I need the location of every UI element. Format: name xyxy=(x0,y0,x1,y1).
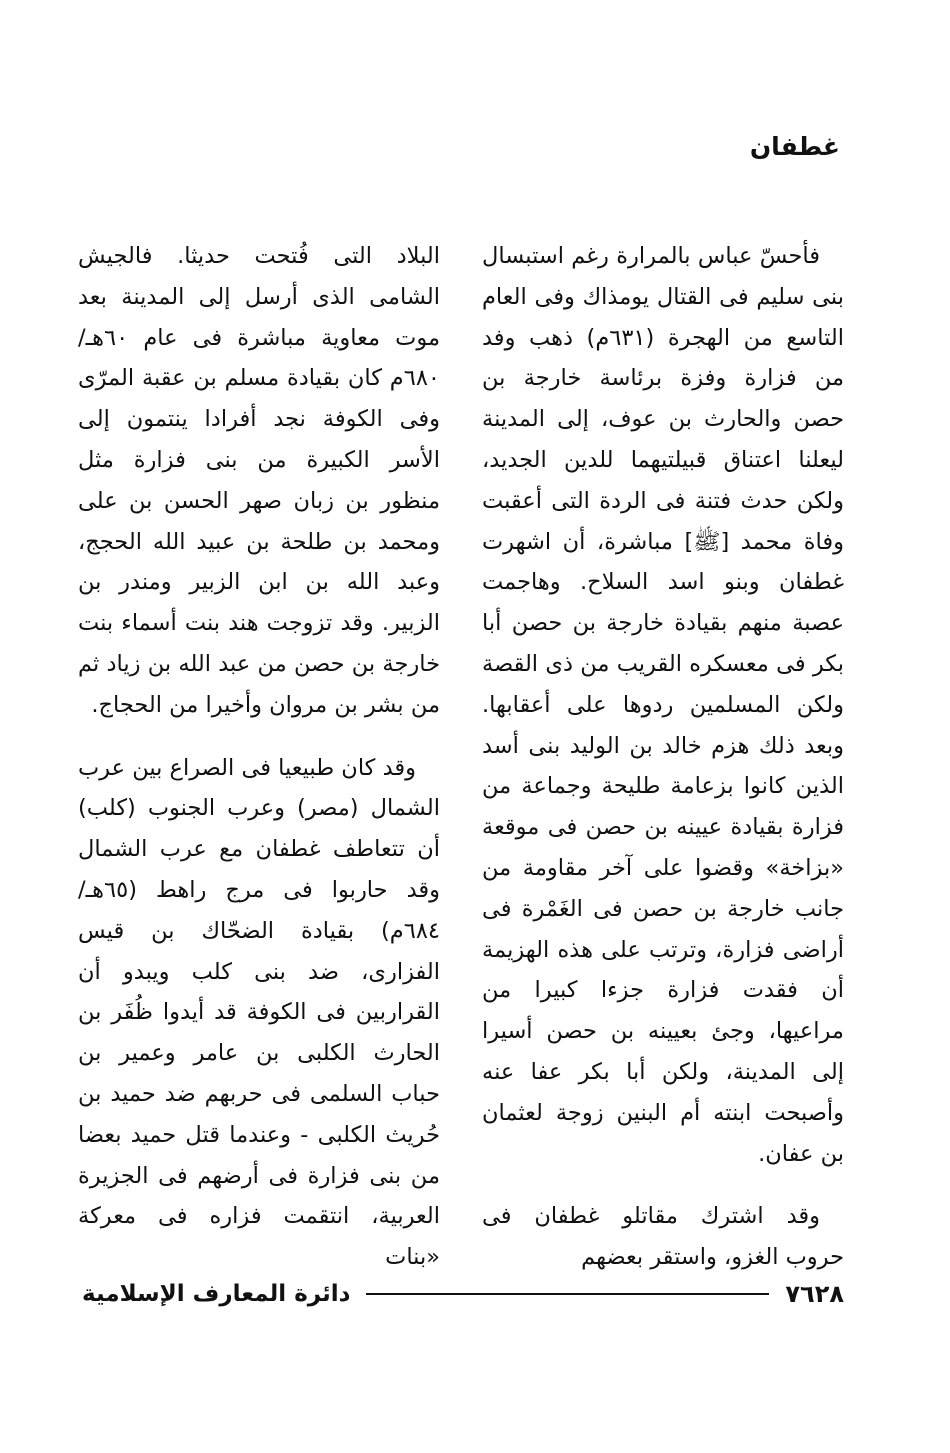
page-number: ٧٦٢٨ xyxy=(785,1280,844,1308)
paragraph: البلاد التى فُتحت حديثا. فالجيش الشامى الذى أرسل إلى المدينة بعد موت معاوية مباشرة فى عام ٦٠هـ/ ٦٨٠م كان بقيادة مسلم بن عقبة المرّى وفى الكوفة نجد أفرادا ينتمون إلى الأسر الكبيرة من بنى فزارة مثل منظور بن زبان صهر الحسن بن على ومحمد بن طلحة بن عبيد الله الحجج، وعبد الله بن ابن الزبير ومندر بن الزبير. وقد تزوجت هند بنت أسماء بنت خارجة بن حصن من عبد الله بن زياد ثم من بشر بن مروان وأخيرا من الحجاج. xyxy=(78,243,440,718)
footer-rule xyxy=(366,1293,769,1295)
paragraph: وقد كان طبيعيا فى الصراع بين عرب الشمال (مصر) وعرب الجنوب (كلب) أن تتعاطف غطفان مع عرب الشمال وقد حاربوا فى مرج راهط (٦٥هـ/ ٦٨٤م) بقيادة الضحّاك بن قيس الفزارى، ضد بنى كلب ويبدو أن القراربين فى الكوفة قد أيدوا ظُفَر بن الحارث الكلبى بن عامر وعمير بن حباب السلمى فى حربهم ضد حميد بن حُريث الكلبى - وعندما قتل حميد بعضا من بنى فزارة فى أرضهم فى الجزيرة العربية، انتقمت فزاره فى معركة «بنات xyxy=(78,754,440,1271)
page-footer xyxy=(82,1279,844,1309)
running-head: غطفان xyxy=(749,132,840,161)
left-column xyxy=(78,236,440,1278)
right-column xyxy=(482,236,844,1278)
paragraph: وقد اشترك مقاتلو غطفان فى حروب الغزو، واستقر بعضهم xyxy=(482,1203,844,1271)
paragraph: فأحسّ عباس بالمرارة رغم استبسال بنى سليم فى القتال يومذاك وفى العام التاسع من الهجرة (٦٣١م) ذهب وفد من فزارة وفزة برئاسة خارجة بن حصن والحارث بن عوف، إلى المدينة ليعلنا اعتناق قبيلتيهما للدين الجديد، ولكن حدث فتنة فى الردة التى أعقبت وفاة محمد [ﷺ] مباشرة، أن اشهرت غطفان وبنو اسد السلاح. وهاجمت عصبة منهم بقيادة خارجة بن حصن أبا بكر فى معسكره القريب من ذى القصة ولكن المسلمين ردوها على أعقابها. وبعد ذلك هزم خالد بن الوليد بنى أسد الذين كانوا بزعامة طليحة وجماعة من فزارة بقيادة عيينه بن حصن فى موقعة «بزاخة» وقضوا على آخر مقاومة من جانب خارجة بن حصن فى الغَمْرة فى أراضى فزارة، وترتب على هذه الهزيمة أن فقدت فزارة جزءا كبيرا من مراعيها، وجئ بعيينه بن حصن أسيرا إلى المدينة، ولكن أبا بكر عفا عنه وأصبحت ابنته أم البنين زوجة لعثمان بن عفان. xyxy=(482,243,844,1167)
publication-title: دائرة المعارف الإسلامية xyxy=(82,1281,351,1307)
